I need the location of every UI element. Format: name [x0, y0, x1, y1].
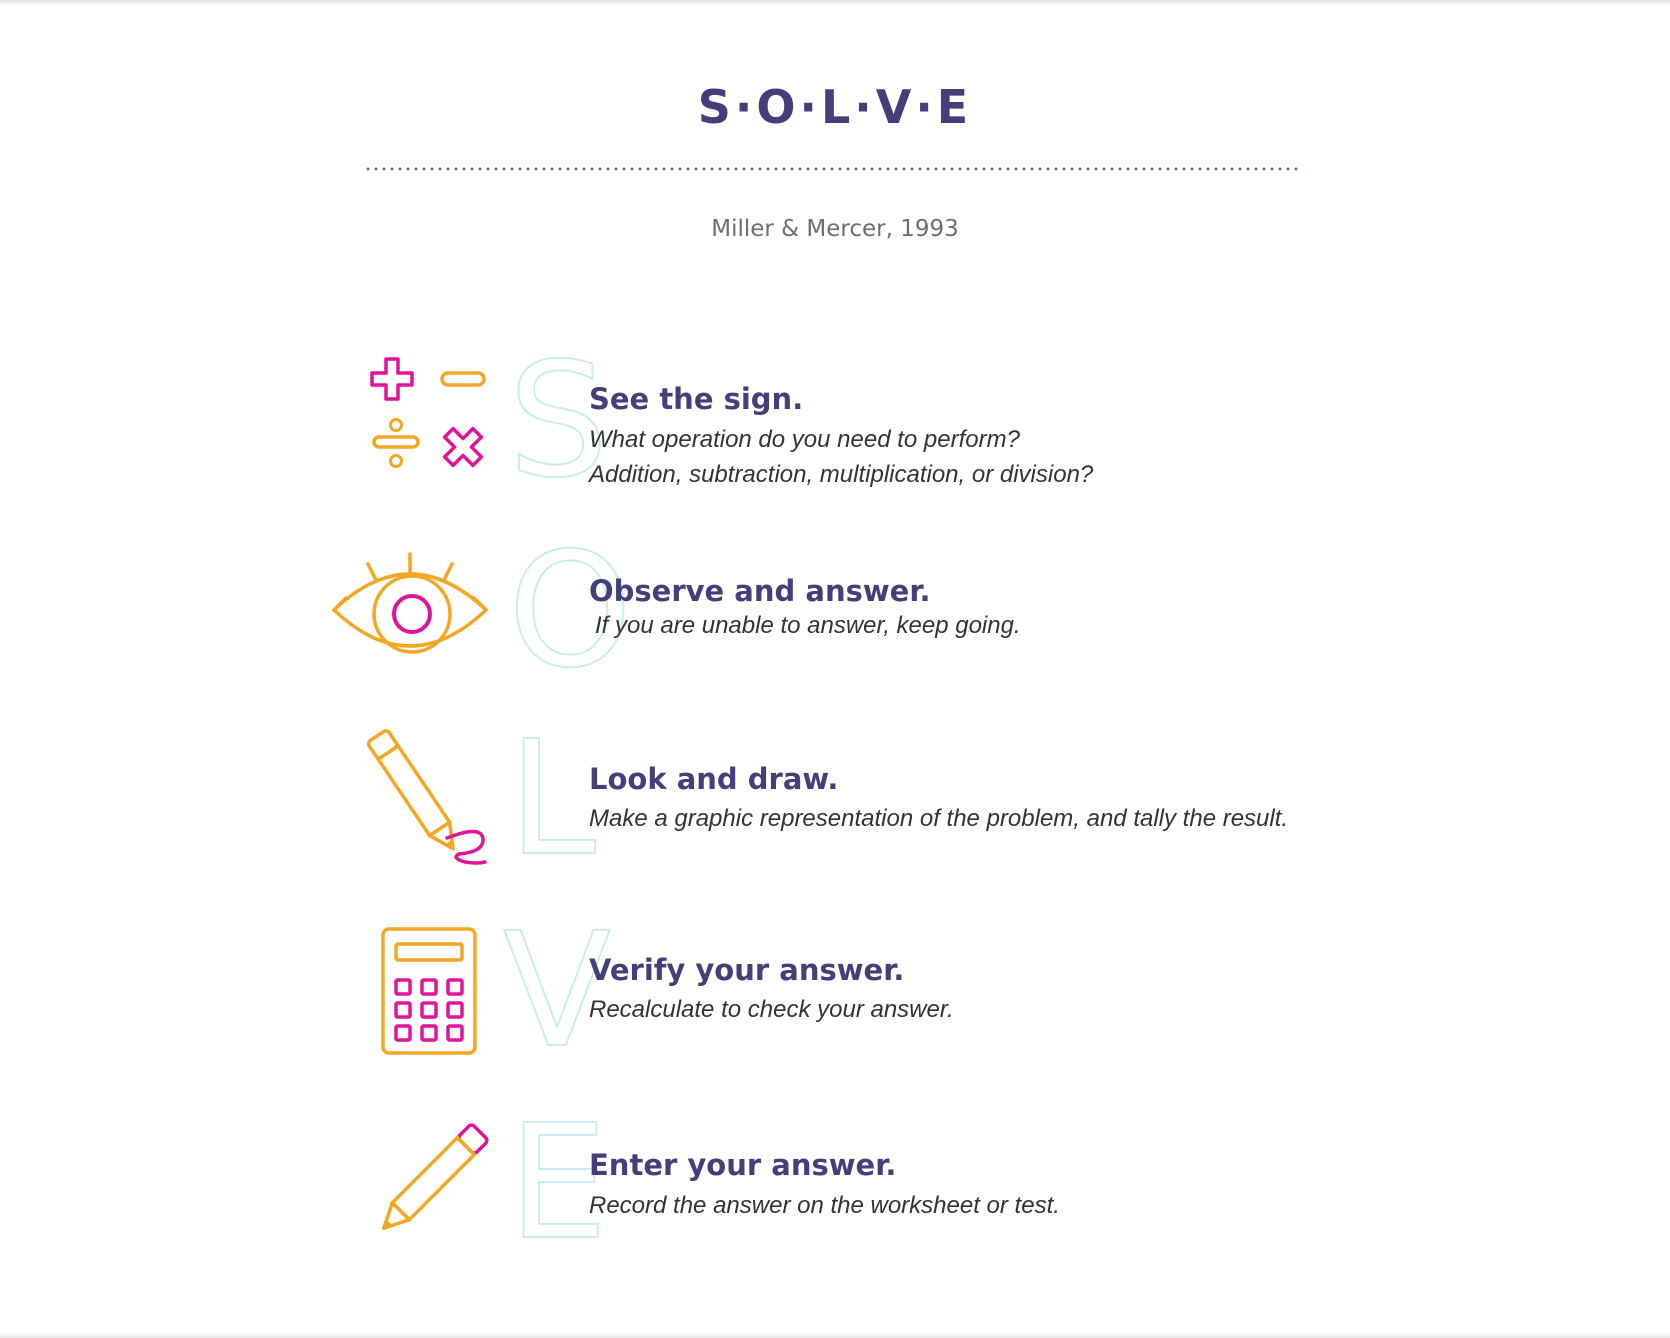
math-operations-icon — [368, 355, 494, 475]
pencil-icon — [372, 1120, 492, 1240]
step-description-line: If you are unable to answer, keep going. — [595, 612, 1021, 639]
calculator-icon — [380, 926, 478, 1056]
citation: Miller & Mercer, 1993 — [711, 216, 959, 242]
big-letter-v: V — [503, 899, 612, 1083]
page-top-edge — [0, 0, 1670, 6]
dotted-divider — [364, 167, 1302, 171]
step-description-line: Record the answer on the worksheet or test. — [589, 1192, 1060, 1219]
pencil-drawing-icon — [355, 728, 495, 868]
page-bottom-edge — [0, 1332, 1670, 1338]
big-letter-s: S — [508, 329, 609, 513]
step-description-line: Make a graphic representation of the problem, and tally the result. — [589, 805, 1289, 832]
step-description-line: Addition, subtraction, multiplication, or division? — [589, 461, 1094, 488]
eye-icon — [330, 550, 490, 660]
step-heading: Enter your answer. — [589, 1148, 897, 1182]
big-letter-l: L — [508, 707, 597, 891]
big-letter-o: O — [508, 519, 633, 703]
step-heading: Verify your answer. — [589, 953, 905, 987]
step-description-line: What operation do you need to perform? — [589, 426, 1020, 453]
big-letter-e: E — [508, 1091, 608, 1275]
page-title: S·O·L·V·E — [697, 80, 973, 134]
step-heading: See the sign. — [589, 382, 804, 416]
step-heading: Look and draw. — [589, 762, 839, 796]
step-heading: Observe and answer. — [589, 574, 931, 608]
step-description-line: Recalculate to check your answer. — [589, 996, 954, 1023]
